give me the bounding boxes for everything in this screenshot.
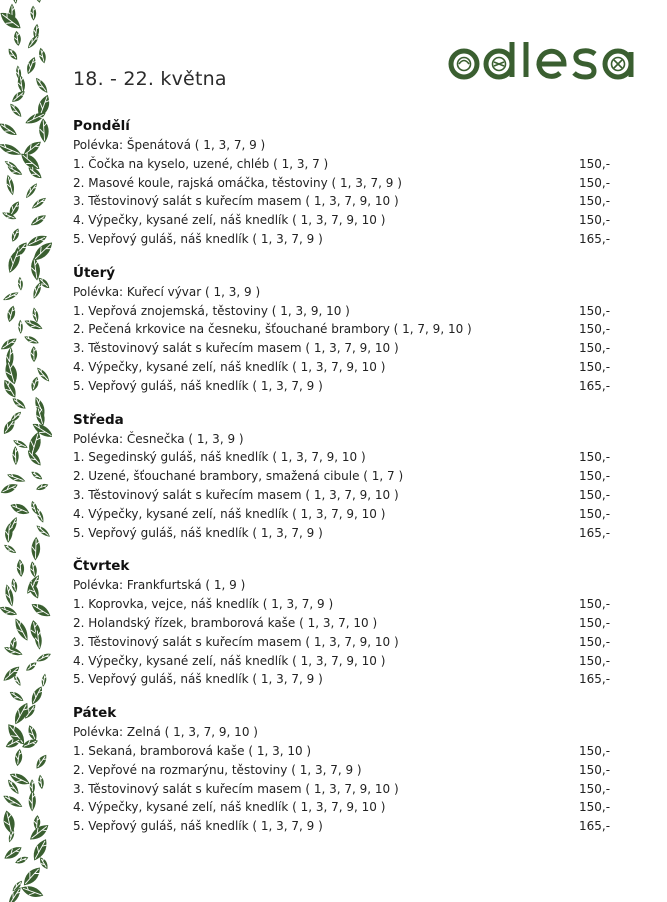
dish-name: 4. Výpečky, kysané zelí, náš knedlík ( 1, 3, 7, 9, 10 ) <box>73 653 386 668</box>
dish-name: 1. Sekaná, bramborová kaše ( 1, 3, 10 ) <box>73 743 312 758</box>
dish-name: 5. Vepřový guláš, náš knedlík ( 1, 3, 7, 9 ) <box>73 378 323 393</box>
dish-name: 2. Masové koule, rajská omáčka, těstoviny ( 1, 3, 7, 9 ) <box>73 175 402 190</box>
dish-name: 5. Vepřový guláš, náš knedlík ( 1, 3, 7, 9 ) <box>73 819 323 834</box>
dish-name: 1. Segedinský guláš, náš knedlík ( 1, 3, 7, 9, 10 ) <box>73 450 366 465</box>
weekly-menu <box>73 117 613 851</box>
dish-row <box>73 320 613 339</box>
dish-name: 4. Výpečky, kysané zelí, náš knedlík ( 1, 3, 7, 9, 10 ) <box>73 506 386 521</box>
dish-price: 150,- <box>579 653 611 668</box>
dish-row <box>73 505 613 524</box>
dish-name: 4. Výpečky, kysané zelí, náš knedlík ( 1, 3, 7, 9, 10 ) <box>73 213 386 228</box>
dish-price: 150,- <box>579 213 611 228</box>
dish-price: 150,- <box>579 781 611 796</box>
dish-price: 150,- <box>579 194 611 209</box>
dish-name: 4. Výpečky, kysané zelí, náš knedlík ( 1, 3, 7, 9, 10 ) <box>73 359 386 374</box>
dish-name: 3. Těstovinový salát s kuřecím masem ( 1, 3, 7, 9, 10 ) <box>73 194 399 209</box>
day-section <box>73 704 613 836</box>
dish-price: 150,- <box>579 634 611 649</box>
leaf-pattern-border <box>0 0 52 902</box>
dish-row <box>73 633 613 652</box>
dish-row <box>73 524 613 543</box>
day-name: Pátek <box>73 705 117 722</box>
dish-price: 150,- <box>579 469 611 484</box>
dish-row <box>73 798 613 817</box>
dish-name: 4. Výpečky, kysané zelí, náš knedlík ( 1, 3, 7, 9, 10 ) <box>73 800 386 815</box>
dish-name: 2. Pečená krkovice na česneku, šťouchané brambory ( 1, 7, 9, 10 ) <box>73 322 472 337</box>
dish-price: 150,- <box>579 156 611 171</box>
soup-line: Polévka: Kuřecí vývar ( 1, 3, 9 ) <box>73 284 261 299</box>
dish-row <box>73 467 613 486</box>
dish-name: 1. Vepřová znojemská, těstoviny ( 1, 3, 9, 10 ) <box>73 303 350 318</box>
day-section <box>73 117 613 249</box>
dish-price: 150,- <box>579 506 611 521</box>
dish-row <box>73 486 613 505</box>
dish-row <box>73 817 613 836</box>
dish-row <box>73 670 613 689</box>
soup-line: Polévka: Špenátová ( 1, 3, 7, 9 ) <box>73 138 266 152</box>
dish-row <box>73 761 613 780</box>
dish-price: 150,- <box>579 175 611 190</box>
dish-price: 150,- <box>579 800 611 815</box>
dish-price: 150,- <box>579 615 611 630</box>
dish-price: 150,- <box>579 303 611 318</box>
dish-price: 150,- <box>579 597 611 612</box>
dish-name: 5. Vepřový guláš, náš knedlík ( 1, 3, 7, 9 ) <box>73 525 323 540</box>
date-range: 18. - 22. května <box>73 68 227 90</box>
dish-row <box>73 652 613 671</box>
dish-price: 150,- <box>579 359 611 374</box>
dish-name: 3. Těstovinový salát s kuřecím masem ( 1, 3, 7, 9, 10 ) <box>73 341 399 356</box>
dish-name: 2. Uzené, šťouchané brambory, smažená cibule ( 1, 7 ) <box>73 469 404 484</box>
dish-name: 3. Těstovinový salát s kuřecím masem ( 1, 3, 7, 9, 10 ) <box>73 487 399 502</box>
dish-price: 165,- <box>579 672 611 687</box>
day-name: Čtvrtek <box>73 558 130 575</box>
dish-price: 165,- <box>579 231 611 246</box>
day-name: Středa <box>73 411 124 428</box>
dish-price: 150,- <box>579 487 611 502</box>
odlesa-logo <box>446 38 646 84</box>
dish-row <box>73 155 613 174</box>
dish-row <box>73 192 613 211</box>
dish-row <box>73 595 613 614</box>
dish-row <box>73 211 613 230</box>
soup-line: Polévka: Frankfurtská ( 1, 9 ) <box>73 578 246 593</box>
day-section <box>73 557 613 689</box>
dish-name: 2. Holandský řízek, bramborová kaše ( 1, 3, 7, 10 ) <box>73 615 378 630</box>
day-name: Pondělí <box>73 118 130 134</box>
dish-name: 5. Vepřový guláš, náš knedlík ( 1, 3, 7, 9 ) <box>73 672 323 687</box>
day-name: Úterý <box>73 264 116 281</box>
dish-row <box>73 780 613 799</box>
dish-row <box>73 742 613 761</box>
soup-line: Polévka: Zelná ( 1, 3, 7, 9, 10 ) <box>73 725 258 740</box>
dish-price: 150,- <box>579 450 611 465</box>
dish-price: 165,- <box>579 525 611 540</box>
dish-row <box>73 358 613 377</box>
dish-price: 165,- <box>579 378 611 393</box>
dish-row <box>73 614 613 633</box>
dish-name: 1. Čočka na kyselo, uzené, chléb ( 1, 3, 7 ) <box>73 156 329 171</box>
dish-price: 150,- <box>579 743 611 758</box>
dish-name: 3. Těstovinový salát s kuřecím masem ( 1, 3, 7, 9, 10 ) <box>73 781 399 796</box>
dish-price: 165,- <box>579 819 611 834</box>
dish-name: 1. Koprovka, vejce, náš knedlík ( 1, 3, 7, 9 ) <box>73 597 334 612</box>
dish-price: 150,- <box>579 341 611 356</box>
dish-name: 2. Vepřové na rozmarýnu, těstoviny ( 1, 3, 7, 9 ) <box>73 762 362 777</box>
dish-row <box>73 302 613 321</box>
dish-row <box>73 230 613 249</box>
dish-price: 150,- <box>579 762 611 777</box>
soup-line: Polévka: Česnečka ( 1, 3, 9 ) <box>73 431 244 446</box>
dish-name: 3. Těstovinový salát s kuřecím masem ( 1, 3, 7, 9, 10 ) <box>73 634 399 649</box>
dish-row <box>73 377 613 396</box>
day-section <box>73 411 613 543</box>
dish-name: 5. Vepřový guláš, náš knedlík ( 1, 3, 7, 9 ) <box>73 231 323 246</box>
day-section <box>73 264 613 396</box>
dish-row <box>73 174 613 193</box>
dish-row <box>73 448 613 467</box>
dish-price: 150,- <box>579 322 611 337</box>
dish-row <box>73 339 613 358</box>
